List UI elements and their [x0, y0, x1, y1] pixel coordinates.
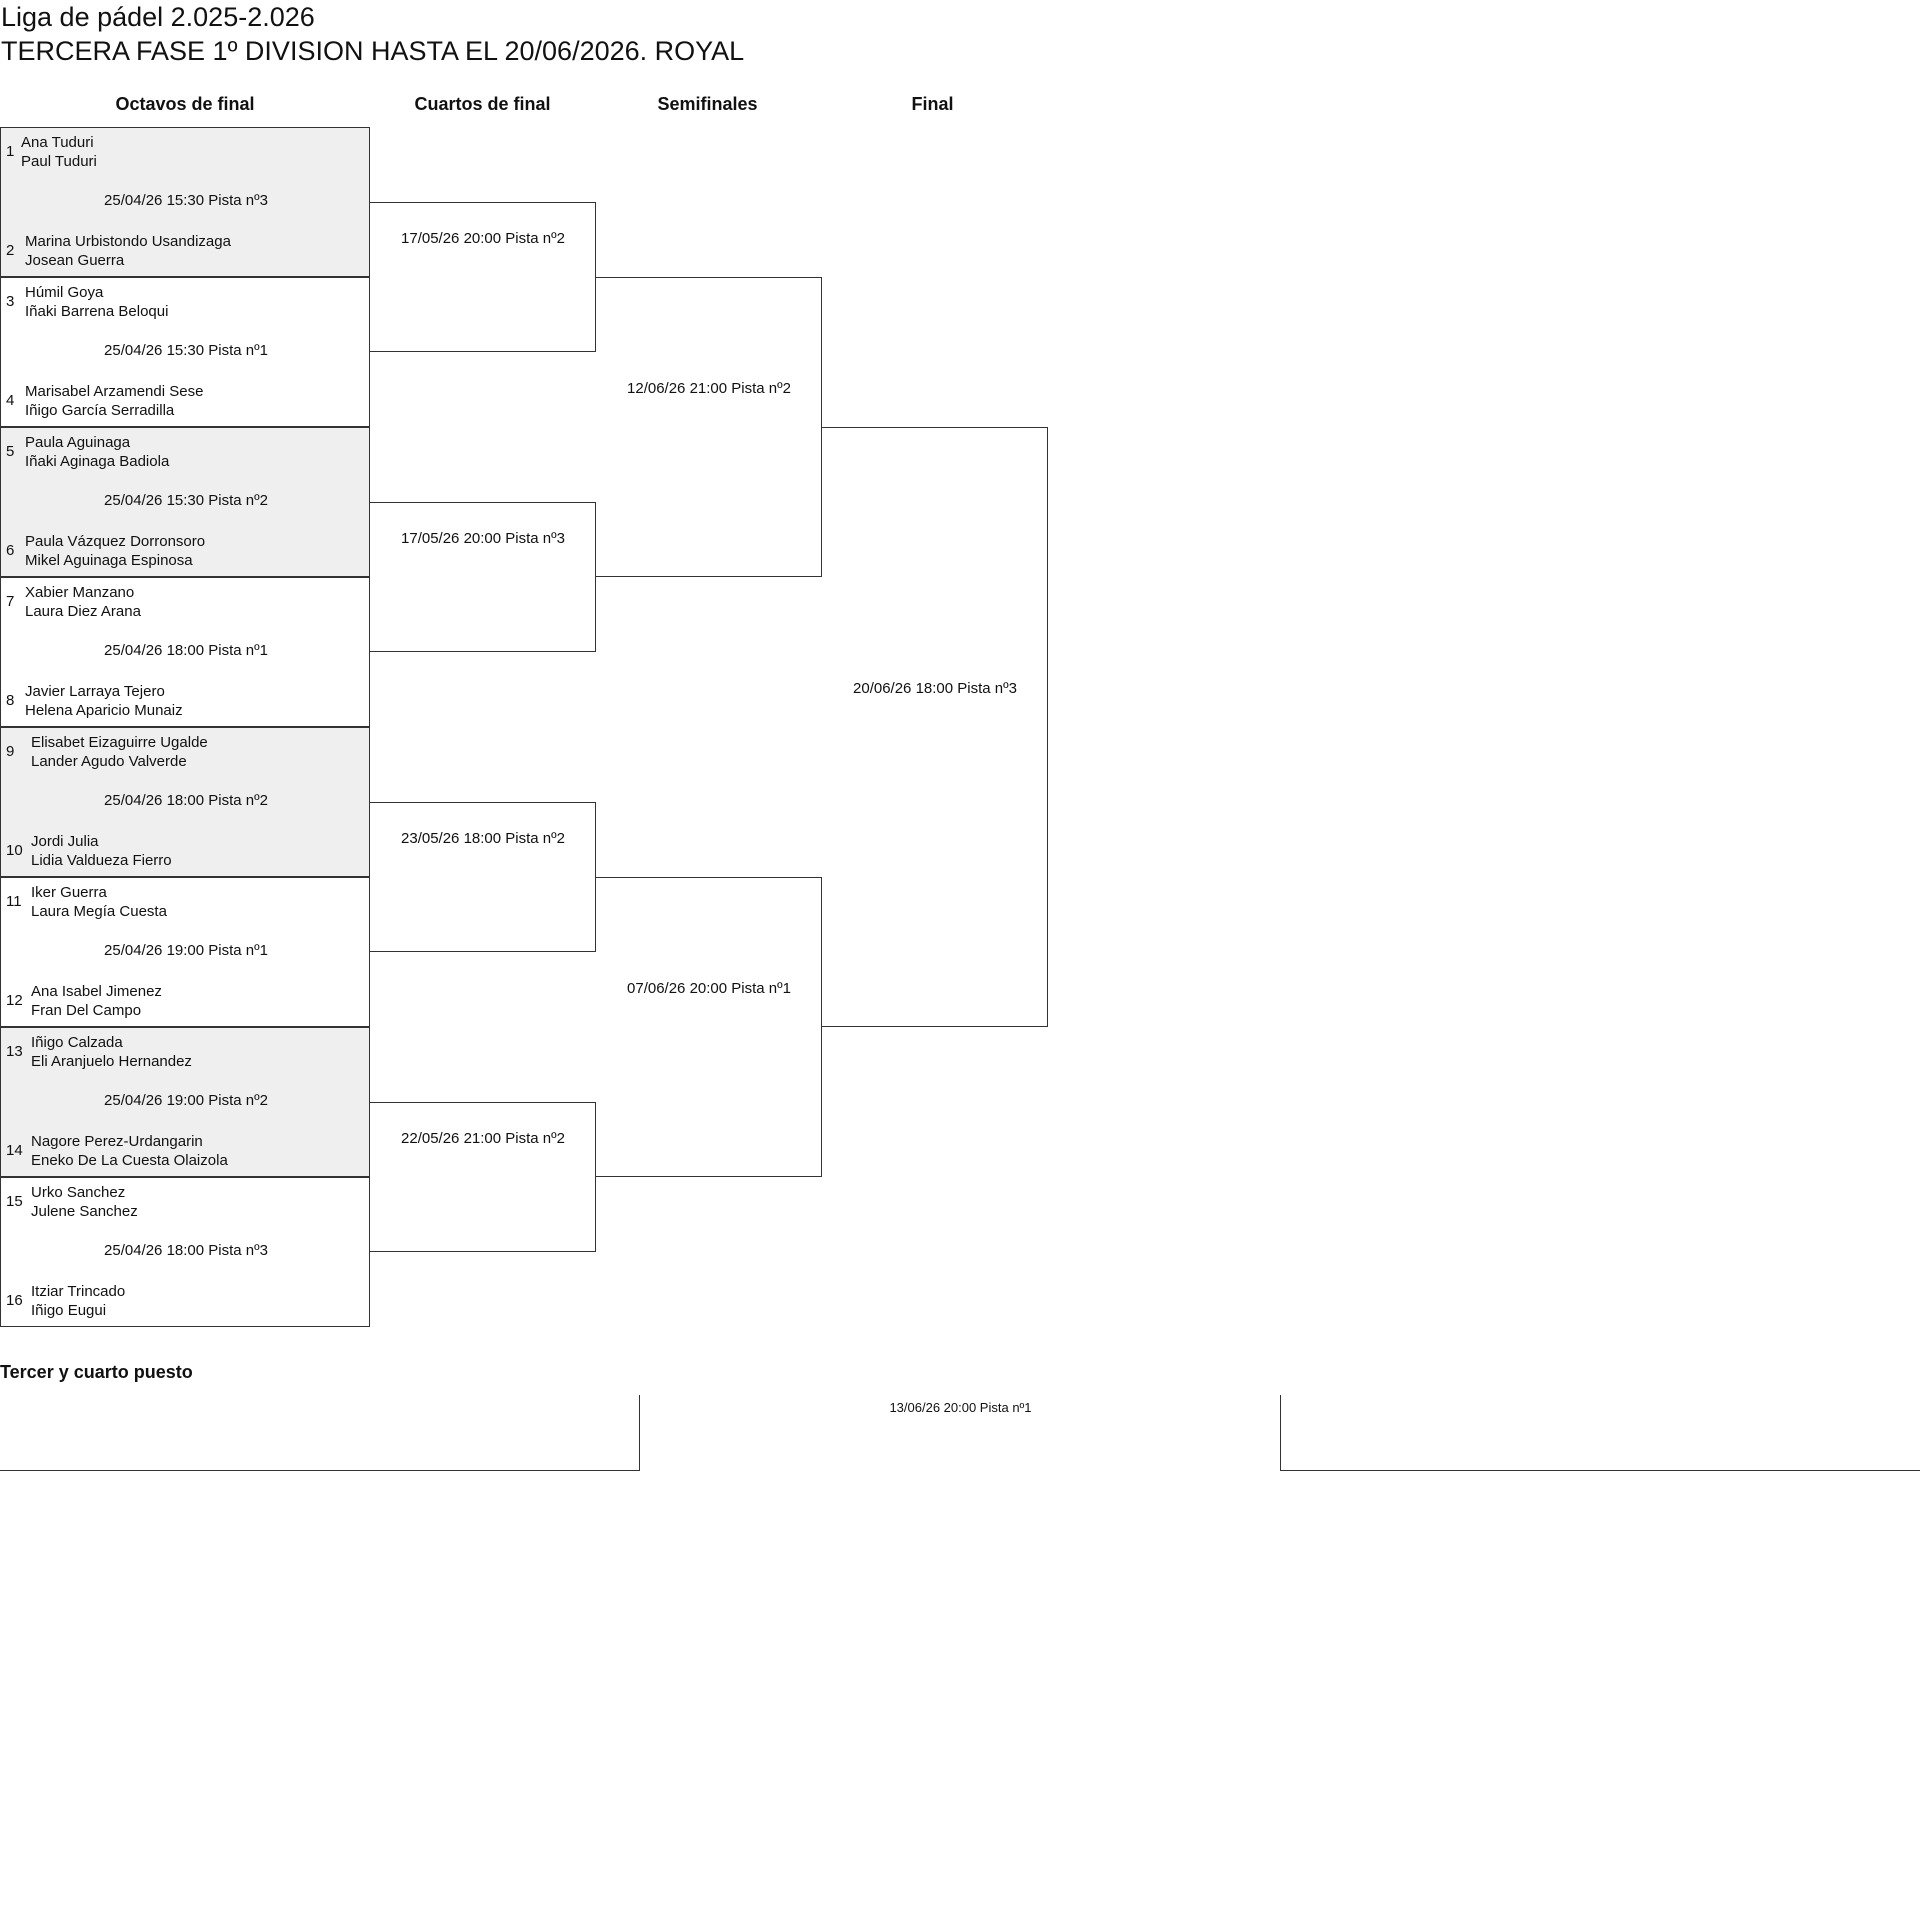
player-name: Julene Sanchez: [31, 1203, 138, 1220]
seed-number: 4: [6, 392, 15, 409]
match-date: 25/04/26 15:30 Pista nº2: [104, 492, 268, 509]
team-top: [31, 883, 167, 921]
player-name: Laura Megía Cuesta: [31, 903, 167, 920]
player-name: Eneko De La Cuesta Olaizola: [31, 1152, 228, 1169]
seed-number: 14: [6, 1142, 23, 1159]
team-bottom: [31, 1282, 125, 1320]
sf-match-date: 07/06/26 20:00 Pista nº1: [627, 980, 791, 997]
player-name: Lidia Valdueza Fierro: [31, 852, 172, 869]
r16-match: [0, 427, 370, 577]
third-place-title: Tercer y cuarto puesto: [0, 1362, 193, 1382]
player-name: Javier Larraya Tejero: [25, 683, 165, 700]
player-name: Itziar Trincado: [31, 1283, 126, 1300]
player-name: Xabier Manzano: [25, 584, 135, 601]
r16-match: [0, 1177, 370, 1327]
player-name: Iker Guerra: [31, 884, 107, 901]
seed-number: 13: [6, 1043, 23, 1060]
round-header-sf: Semifinales: [657, 94, 758, 114]
qf-match: [370, 802, 596, 952]
player-name: Marina Urbistondo Usandizaga: [25, 233, 231, 250]
final-match: [822, 427, 1048, 1027]
player-name: Marisabel Arzamendi Sese: [25, 383, 204, 400]
seed-number: 1: [6, 143, 15, 160]
r16-match: [0, 577, 370, 727]
third-place-slot-b: [1281, 1395, 1920, 1471]
match-date: 25/04/26 18:00 Pista nº3: [104, 1242, 268, 1259]
player-name: Iñigo García Serradilla: [25, 402, 175, 419]
player-name: Elisabet Eizaguirre Ugalde: [31, 734, 208, 751]
qf-match: [370, 1102, 596, 1252]
r16-match: [0, 727, 370, 877]
seed-number: 5: [6, 443, 15, 460]
team-bottom: [31, 982, 162, 1020]
sf-match: [596, 277, 822, 577]
player-name: Helena Aparicio Munaiz: [25, 702, 183, 719]
team-top: [31, 1183, 138, 1221]
seed-number: 15: [6, 1193, 23, 1210]
seed-number: 7: [6, 593, 15, 610]
match-date: 25/04/26 18:00 Pista nº1: [104, 642, 268, 659]
team-bottom: [25, 682, 183, 720]
player-name: Eli Aranjuelo Hernandez: [31, 1053, 192, 1070]
r16-match: [0, 877, 370, 1027]
round-header-r16: Octavos de final: [115, 94, 255, 114]
team-bottom: [25, 532, 205, 570]
seed-number: 2: [6, 242, 15, 259]
player-name: Paula Aguinaga: [25, 434, 131, 451]
player-name: Húmil Goya: [25, 284, 104, 301]
qf-match-date: 22/05/26 21:00 Pista nº2: [401, 1130, 565, 1147]
qf-match-date: 17/05/26 20:00 Pista nº2: [401, 230, 565, 247]
team-top: [25, 283, 168, 321]
player-name: Lander Agudo Valverde: [31, 753, 187, 770]
team-bottom: [25, 382, 203, 420]
r16-match: [0, 127, 370, 277]
player-name: Iñigo Eugui: [31, 1302, 107, 1319]
team-top: [31, 1033, 192, 1071]
team-top: [25, 433, 169, 471]
final-match-date: 20/06/26 18:00 Pista nº3: [853, 680, 1017, 697]
third-place-date: 13/06/26 20:00 Pista nº1: [889, 1400, 1032, 1415]
page-subtitle: TERCERA FASE 1º DIVISION HASTA EL 20/06/2026. ROYAL: [1, 36, 745, 66]
page-title: Liga de pádel 2.025-2.026: [1, 2, 315, 32]
match-date: 25/04/26 19:00 Pista nº2: [104, 1092, 268, 1109]
seed-number: 9: [6, 743, 15, 760]
team-top: [25, 583, 141, 621]
round-header-qf: Cuartos de final: [414, 94, 551, 114]
match-date: 25/04/26 18:00 Pista nº2: [104, 792, 268, 809]
seed-number: 11: [6, 893, 22, 910]
seed-number: 8: [6, 692, 15, 709]
qf-match: [370, 502, 596, 652]
player-name: Ana Isabel Jimenez: [31, 983, 162, 1000]
round-header-final: Final: [911, 94, 954, 114]
qf-match-date: 23/05/26 18:00 Pista nº2: [401, 830, 565, 847]
player-name: Fran Del Campo: [31, 1002, 142, 1019]
match-date: 25/04/26 15:30 Pista nº1: [104, 342, 268, 359]
player-name: Ana Tuduri: [21, 134, 94, 151]
sf-match-date: 12/06/26 21:00 Pista nº2: [627, 380, 791, 397]
seed-number: 10: [6, 842, 23, 859]
seed-number: 3: [6, 293, 15, 310]
player-name: Josean Guerra: [25, 252, 125, 269]
player-name: Nagore Perez-Urdangarin: [31, 1133, 203, 1150]
team-bottom: [31, 1132, 228, 1170]
player-name: Iñaki Aginaga Badiola: [25, 453, 170, 470]
player-name: Iñaki Barrena Beloqui: [25, 303, 169, 320]
player-name: Paul Tuduri: [21, 153, 97, 170]
seed-number: 6: [6, 542, 15, 559]
third-place-slot-a: [0, 1395, 640, 1471]
player-name: Mikel Aguinaga Espinosa: [25, 552, 193, 569]
player-name: Iñigo Calzada: [31, 1034, 123, 1051]
team-top: [31, 733, 208, 771]
team-bottom: [31, 832, 172, 870]
seed-number: 16: [6, 1292, 23, 1309]
match-date: 25/04/26 15:30 Pista nº3: [104, 192, 268, 209]
player-name: Paula Vázquez Dorronsoro: [25, 533, 206, 550]
player-name: Laura Diez Arana: [25, 603, 141, 620]
r16-match: [0, 1027, 370, 1177]
player-name: Urko Sanchez: [31, 1184, 126, 1201]
sf-match: [596, 877, 822, 1177]
seed-number: 12: [6, 992, 23, 1009]
player-name: Jordi Julia: [31, 833, 99, 850]
qf-match-date: 17/05/26 20:00 Pista nº3: [401, 530, 565, 547]
team-top: [21, 133, 97, 171]
r16-match: [0, 277, 370, 427]
match-date: 25/04/26 19:00 Pista nº1: [104, 942, 268, 959]
qf-match: [370, 202, 596, 352]
team-bottom: [25, 232, 231, 270]
